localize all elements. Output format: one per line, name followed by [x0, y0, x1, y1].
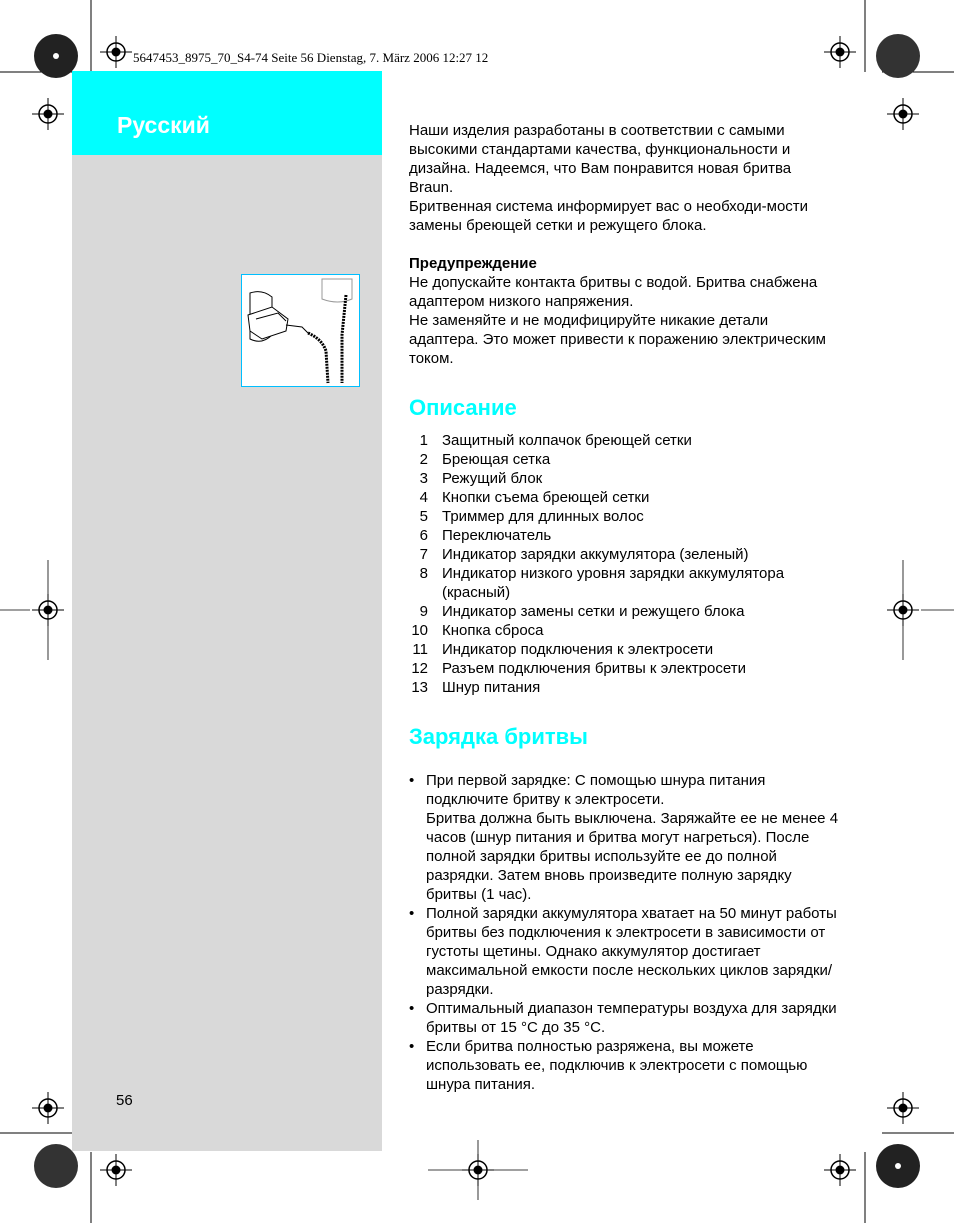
register-disc-icon [876, 34, 920, 78]
bullet-icon: • [409, 905, 415, 922]
list-item: • При первой зарядке: С помощью шнура питания подключите бритву к электросети. Бритва должна быть выключена. Заряжайте ее не менее 4 часов (шнур питания и бритва могут нагреться). После полной зарядки бритвы используйте ее до полной разрядки. Затем вновь произведите полную зарядку бритвы (1 час). [409, 772, 839, 903]
registration-crosshair-icon [32, 98, 64, 130]
main-content [409, 121, 839, 1094]
bullet-icon: • [409, 1038, 415, 1055]
list-item: 8 Индикатор низкого уровня зарядки аккумулятора (красный) [419, 565, 785, 601]
description-title: Описание [409, 395, 517, 420]
bullet-icon: • [409, 772, 415, 789]
sidebar-panel [72, 71, 382, 1151]
list-item: 1 Защитный колпачок бреющей сетки [419, 432, 692, 449]
print-slug: 5647453_8975_70_S4-74 Seite 56 Dienstag, 7. März 2006 12:27 12 [133, 50, 489, 65]
list-item: 9 Индикатор замены сетки и режущего блока [419, 603, 745, 620]
page-number: 56 [116, 1092, 133, 1109]
parts-list [409, 431, 839, 697]
intro-paragraph: Бритвенная система информирует вас о необходи-мости замены бреющей сетки и режущего блока. [409, 198, 809, 234]
bullet-icon: • [409, 1000, 415, 1017]
registration-crosshair-icon [887, 98, 919, 130]
language-title: Русский [117, 112, 210, 138]
list-item: • Если бритва полностью разряжена, вы можете использовать ее, подключив к электросети с помощью шнура питания. [409, 1038, 808, 1093]
warning-heading: Предупреждение [409, 255, 537, 272]
list-item: 3 Режущий блок [419, 470, 543, 487]
list-item: • Полной зарядки аккумулятора хватает на 50 минут работы бритвы без подключения к электросети в зависимости от густоты щетины. Однако аккумулятор достигает максимальной емкости после нескольких циклов зарядки/разрядки. [409, 905, 837, 998]
list-item: 7 Индикатор зарядки аккумулятора (зеленый) [419, 546, 749, 563]
registration-crosshair-icon [887, 1092, 919, 1124]
list-item: 12 Разъем подключения бритвы к электросети [411, 660, 746, 677]
registration-crosshair-icon [824, 1154, 856, 1186]
list-item: 6 Переключатель [419, 527, 552, 544]
list-item: 2 Бреющая сетка [419, 451, 551, 468]
list-item: 10 Кнопка сброса [411, 622, 544, 639]
registration-crosshair-icon [100, 36, 132, 68]
warning-paragraph: Не допускайте контакта бритвы с водой. Бритва снабжена адаптером низкого напряжения. [409, 274, 818, 310]
registration-crosshair-icon [824, 36, 856, 68]
shaver-plug-illustration [241, 274, 360, 387]
list-item: 13 Шнур питания [411, 679, 541, 696]
registration-crosshair-icon [100, 1154, 132, 1186]
registration-crosshair-icon [32, 1092, 64, 1124]
warning-paragraph: Не заменяйте и не модифицируйте никакие детали адаптера. Это может привести к поражению электрическим током. [409, 312, 826, 367]
list-item: 11 Индикатор подключения к электросети [412, 641, 714, 658]
list-item: 4 Кнопки съема бреющей сетки [419, 489, 650, 506]
list-item: 5 Триммер для длинных волос [419, 508, 644, 525]
intro-paragraph: Наши изделия разработаны в соответствии с самыми высокими стандартами качества, функциональности и дизайна. Надеемся, что Вам понравится новая бритва Braun. [409, 122, 792, 196]
charging-title: Зарядка бритвы [409, 724, 588, 749]
list-item: • Оптимальный диапазон температуры воздуха для зарядки бритвы от 15 °C до 35 °C. [409, 1000, 837, 1036]
charging-list [409, 771, 839, 1094]
